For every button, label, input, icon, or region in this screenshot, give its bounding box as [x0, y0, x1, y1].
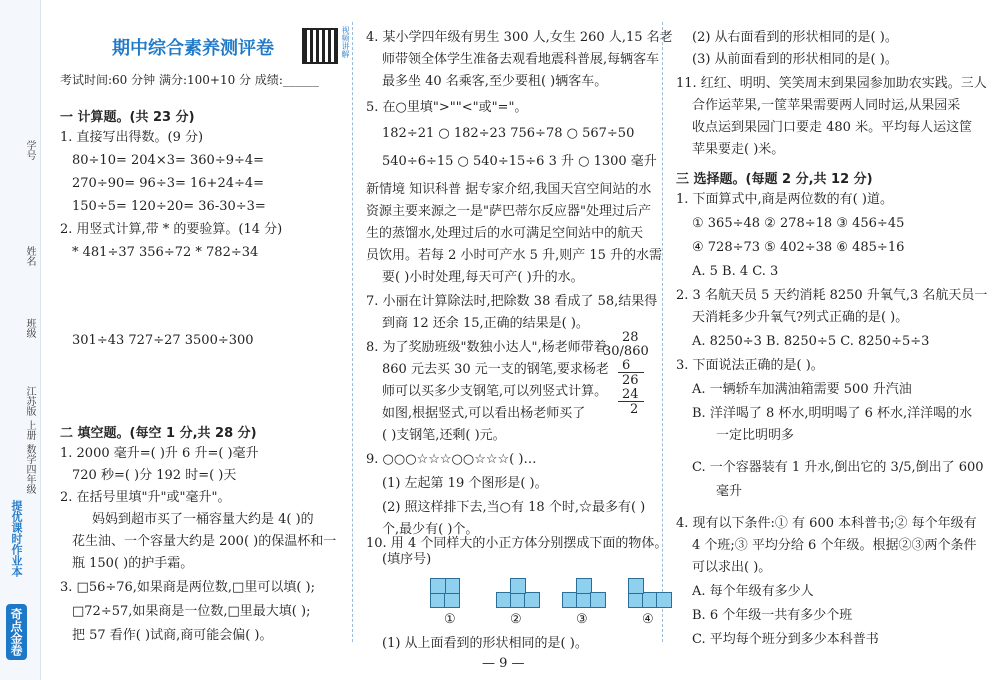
cube-label: ② — [510, 612, 522, 627]
question-text: (1) 从上面看到的形状相同的是( )。 — [382, 636, 588, 651]
question-text: 1. 2000 毫升=( )升 6 升=( )毫升 — [60, 446, 259, 461]
sidebar-brand-logo: 奇点金卷 — [6, 604, 27, 660]
question-text: 2. 3 名航天员 5 天约消耗 8250 升氧气,3 名航天员一 — [676, 288, 988, 303]
question-text: 860 元去买 30 元一支的钢笔,要求杨老 — [382, 362, 609, 377]
question-text: 11. 红红、明明、笑笑周末到果园参加助农实践。三人 — [676, 76, 987, 91]
division-setup: 30/860 — [603, 344, 649, 359]
question-text: A. 5 B. 4 C. 3 — [692, 264, 779, 279]
question-text: 资源主要来源之一是"萨巴蒂尔反应器"处理过后产 — [366, 204, 651, 219]
page-title: 期中综合素养测评卷 — [112, 38, 274, 59]
cube-label: ④ — [642, 612, 654, 627]
question-text: 到商 12 还余 15,正确的结果是( )。 — [382, 316, 589, 331]
question-text: 生的蒸馏水,处理过后的水可满足空间站中的航天 — [366, 226, 644, 241]
question-text: * 481÷37 356÷72 * 782÷34 — [72, 245, 259, 260]
column-divider — [352, 22, 353, 642]
question-text: 540÷6÷15 ○ 540÷15÷6 3 升 ○ 1300 毫升 — [382, 154, 657, 169]
question-text: 270÷90= 96÷3= 16+24÷4= — [72, 176, 265, 191]
cube-label: ① — [444, 612, 456, 627]
question-text: 花生油、一个容量大约是 200( )的保温杯和一 — [72, 534, 337, 549]
question-text: A. 每个年级有多少人 — [692, 584, 814, 599]
question-text: 要( )小时处理,每天可产( )升的水。 — [382, 270, 584, 285]
sidebar-label-name: 姓名 — [24, 246, 35, 266]
cube-figure — [628, 574, 668, 608]
exam-info: 考试时间:60 分钟 满分:100+10 分 成绩:______ — [60, 73, 319, 87]
question-text: 新情境 知识科普 据专家介绍,我国天宫空间站的水 — [366, 182, 652, 197]
sidebar-label-student-id: 学号 — [24, 140, 35, 160]
question-text: 10. 用 4 个同样大的小正方体分别摆成下面的物体。 — [366, 536, 668, 551]
question-text: C. 一个容器装有 1 升水,倒出它的 3/5,倒出了 600 — [692, 460, 984, 475]
cube-figure — [430, 574, 470, 608]
question-text: 2. 用竖式计算,带 * 的要验算。(14 分) — [60, 222, 283, 237]
question-text: 720 秒=( )分 192 时=( )天 — [72, 468, 237, 483]
section-choice-heading: 三 选择题。(每题 2 分,共 12 分) — [676, 172, 873, 187]
question-text: (3) 从前面看到的形状相同的是( )。 — [692, 52, 898, 67]
question-text: 员饮用。若每 2 小时可产水 5 升,则产 15 升的水需 — [366, 248, 663, 263]
cube-figure — [496, 574, 536, 608]
sidebar-label-volume: 上册 — [24, 420, 35, 440]
question-text: □72÷57,如果商是一位数,□里最大填( ); — [72, 604, 311, 619]
question-text: (1) 左起第 19 个图形是( )。 — [382, 476, 548, 491]
question-text: 1. 直接写出得数。(9 分) — [60, 130, 204, 145]
section-fill-heading: 二 填空题。(每空 1 分,共 28 分) — [60, 426, 257, 441]
question-text: 最多坐 40 名乘客,至少要租( )辆客车。 — [382, 74, 608, 89]
question-text: 9. ○○○☆☆☆○○☆☆☆( )… — [366, 452, 537, 467]
division-step: 24 — [622, 387, 639, 402]
question-text: (填序号) — [382, 552, 432, 567]
question-text: C. 平均每个班分到多少本科普书 — [692, 632, 879, 647]
question-text: (2) 照这样排下去,当○有 18 个时,☆最多有( ) — [382, 500, 646, 515]
question-text: 瓶 150( )的护手霜。 — [72, 556, 194, 571]
question-text: ① 365÷48 ② 278÷18 ③ 456÷45 — [692, 216, 905, 231]
question-text: 把 57 看作( )试商,商可能会偏( )。 — [72, 628, 273, 643]
question-text: 师带领全体学生准备去观看地震科普展,每辆客车 — [382, 52, 660, 67]
question-text: 3. □56÷76,如果商是两位数,□里可以填( ); — [60, 580, 315, 595]
question-text: 301÷43 727÷27 3500÷300 — [72, 333, 254, 348]
question-text: 5. 在○里填">""<"或"="。 — [366, 100, 528, 115]
question-text: 收点运到果园门口要走 480 米。平均每人运这筐 — [692, 120, 973, 135]
sidebar-label-grade: 数学四年级 — [24, 444, 35, 494]
page-number: — 9 — — [482, 656, 525, 671]
question-text: 妈妈到超市买了一桶容量大约是 4( )的 — [92, 512, 314, 527]
cube-figure — [562, 574, 602, 608]
division-step: 6 — [622, 358, 631, 373]
question-text: 4. 现有以下条件:① 有 600 本科普书;② 每个年级有 — [676, 516, 977, 531]
question-text: ④ 728÷73 ⑤ 402÷38 ⑥ 485÷16 — [692, 240, 905, 255]
sidebar-label-edition: 江苏版 — [24, 386, 35, 416]
question-text: 合作运苹果,一筐苹果需要两人同时运,从果园采 — [692, 98, 961, 113]
question-text: 150÷5= 120÷20= 36-30÷3= — [72, 199, 266, 214]
cube-figures — [430, 574, 668, 608]
question-text: B. 洋洋喝了 8 杯水,明明喝了 6 杯水,洋洋喝的水 — [692, 406, 973, 421]
question-text: 7. 小丽在计算除法时,把除数 38 看成了 58,结果得 — [366, 294, 658, 309]
division-step: 26 — [622, 373, 639, 388]
question-text: 80÷10= 204×3= 360÷9÷4= — [72, 153, 265, 168]
question-text: A. 8250÷3 B. 8250÷5 C. 8250÷5÷3 — [692, 334, 930, 349]
section-calc-heading: 一 计算题。(共 23 分) — [60, 110, 195, 125]
question-text: B. 6 个年级一共有多少个班 — [692, 608, 853, 623]
division-quotient: 28 — [622, 330, 639, 345]
question-text: 1. 下面算式中,商是两位数的有( )道。 — [676, 192, 893, 207]
qr-code-icon[interactable] — [302, 28, 338, 64]
question-text: 4 个班;③ 平均分给 6 个年级。根据②③两个条件 — [692, 538, 977, 553]
question-text: A. 一辆轿车加满油箱需要 500 升汽油 — [692, 382, 912, 397]
question-text: 个,最少有( )个。 — [382, 522, 479, 537]
question-text: 师可以买多少支钢笔,可以列竖式计算。 — [382, 384, 608, 399]
question-text: 3. 下面说法正确的是( )。 — [676, 358, 824, 373]
question-text: 天消耗多少升氧气?列式正确的是( )。 — [692, 310, 909, 325]
question-text: 如图,根据竖式,可以看出杨老师买了 — [382, 406, 586, 421]
binding-strip — [0, 0, 41, 680]
question-text: 2. 在括号里填"升"或"毫升"。 — [60, 490, 231, 505]
question-text: 一定比明明多 — [716, 428, 795, 443]
cube-label: ③ — [576, 612, 588, 627]
division-remainder: 2 — [630, 402, 639, 417]
qr-label: 视频讲解 — [341, 26, 350, 58]
sidebar-label-class: 班级 — [24, 318, 35, 338]
question-text: 182÷21 ○ 182÷23 756÷78 ○ 567÷50 — [382, 126, 635, 141]
question-text: ( )支钢笔,还剩( )元。 — [382, 428, 506, 443]
question-text: 毫升 — [716, 484, 743, 499]
question-text: 可以求出( )。 — [692, 560, 772, 575]
sidebar-brand: 提优课时作业本 — [10, 500, 23, 577]
question-text: 8. 为了奖励班级"数独小达人",杨老师带着 — [366, 340, 607, 355]
question-text: (2) 从右面看到的形状相同的是( )。 — [692, 30, 898, 45]
question-text: 苹果要走( )米。 — [692, 142, 785, 157]
question-text: 4. 某小学四年级有男生 300 人,女生 260 人,15 名老 — [366, 30, 673, 45]
